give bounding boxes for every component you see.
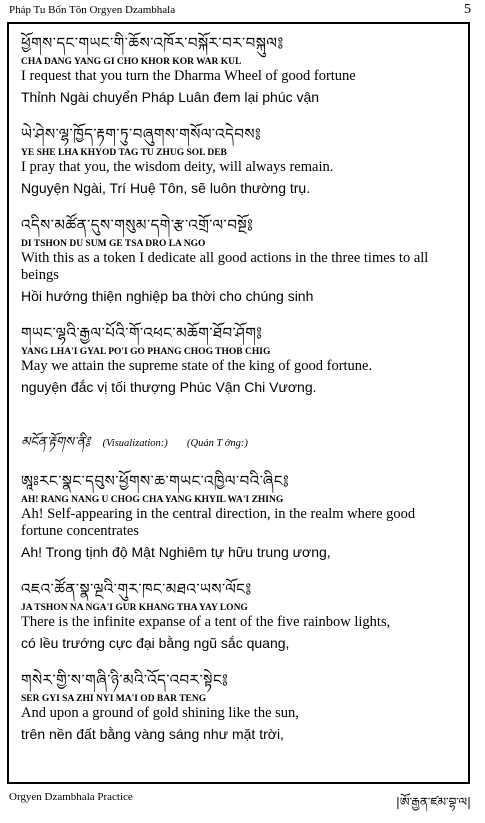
transliteration-line: JA TSHON NA NGA'I GUR KHANG THA YAY LONG [21,603,248,613]
page-footer [9,789,471,807]
tibetan-line: ཡེ་ཤེས་ལྷ་ཁྱོད་རྟག་ཏུ་བཞུགས་གསོལ་འདེབས༔ [21,125,262,143]
visualization-heading [21,427,458,464]
verse [21,214,458,306]
verse [21,123,458,198]
english-line: With this as a token I dedicate all good actions in the three times to all beings [21,250,429,283]
transliteration-line: YANG LHA'I GYAL PO'I GO PHANG CHOG THOB CHIG [21,347,271,357]
page-header [9,3,471,19]
content-frame [7,22,470,784]
english-line: May we attain the supreme state of the king of good fortune. [21,358,373,374]
footer-tibetan: |ཨོ་རྒྱན་ཛམ་བྷ་ལ| [395,795,471,809]
verse [21,669,458,744]
liturgy-content [21,32,458,760]
english-line: I request that you turn the Dharma Wheel of good fortune [21,68,356,84]
transliteration-line: CHA DANG YANG GI CHO KHOR KOR WAR KUL [21,57,242,67]
tibetan-line: འདིས་མཚོན་དུས་གསུམ་དགེ་རྩ་འགྲོ་ལ་བསྔོ༔ [21,216,254,234]
english-line: I pray that you, the wisdom deity, will always remain. [21,159,334,175]
english-line: And upon a ground of gold shining like the sun, [21,705,299,721]
english-line: There is the infinite expanse of a tent of the five rainbow lights, [21,614,391,630]
transliteration-line: AH! RANG NANG U CHOG CHA YANG KHYIL WA'I ZHING [21,495,284,505]
tibetan-line: གཡང་ལྷའི་རྒྱལ་པོའི་གོ་འཕང་མཆོག་ཐོབ་ཤོག༔ [21,324,263,342]
vietnamese-line: Ah! Trong tịnh độ Mật Nghiêm tự hữu trung ương, [21,544,331,560]
verse [21,578,458,653]
vietnamese-line: có lều trướng cực đại bằng ngũ sắc quang, [21,635,290,651]
vietnamese-line: Hồi hướng thiện nghiệp ba thời cho chúng sinh [21,288,314,304]
transliteration-line: YE SHE LHA KHYOD TAG TU ZHUG SOL DEB [21,148,227,158]
visualization-tibetan: མངོན་རྟོགས་ནི༔ [21,435,91,450]
page-number: 5 [464,2,471,17]
vietnamese-line: trên nền đất bằng vàng sáng như mặt trời, [21,726,284,742]
footer-title: Orgyen Dzambhala Practice [9,791,133,803]
tibetan-line: ཨཱཿརང་སྣང་དབུས་ཕྱོགས་ཆ་གཡང་འཁྱིལ་བའི་ཞིང༔ [21,472,290,490]
english-line: Ah! Self-appearing in the central direction, in the realm where good fortune concentrates [21,506,416,539]
vietnamese-line: Thỉnh Ngài chuyển Pháp Luân đem lại phúc vận [21,89,320,105]
visualization-english: (Visualization:) [102,438,168,449]
verse [21,32,458,107]
vietnamese-line: Nguyện Ngài, Trí Huệ Tôn, sẽ luôn thường trụ. [21,180,311,196]
transliteration-line: SER GYI SA ZHI NYI MA'I OD BAR TENG [21,694,207,704]
visualization-vietnamese: (Quán T ởng:) [187,438,248,449]
verse [21,322,458,397]
tibetan-line: འཇའ་ཚོན་སྣ་ལྔའི་གུར་ཁང་མཐའ་ཡས་ལོང༔ [21,580,252,598]
vietnamese-line: nguyện đắc vị tối thượng Phúc Vận Chi Vương. [21,379,317,395]
tibetan-line: ཕྱོགས་དང་གཡང་གི་ཆོས་འཁོར་བསྐོར་བར་བསྐུལ༔ [21,34,284,52]
verse [21,470,458,562]
transliteration-line: DI TSHON DU SUM GE TSA DRO LA NGO [21,239,206,249]
tibetan-line: གསེར་གྱི་ས་གཞི་ཉི་མའི་འོད་འབར་སྟེང༔ [21,671,229,689]
header-title: Pháp Tu Bổn Tôn Orgyen Dzambhala [9,4,176,16]
